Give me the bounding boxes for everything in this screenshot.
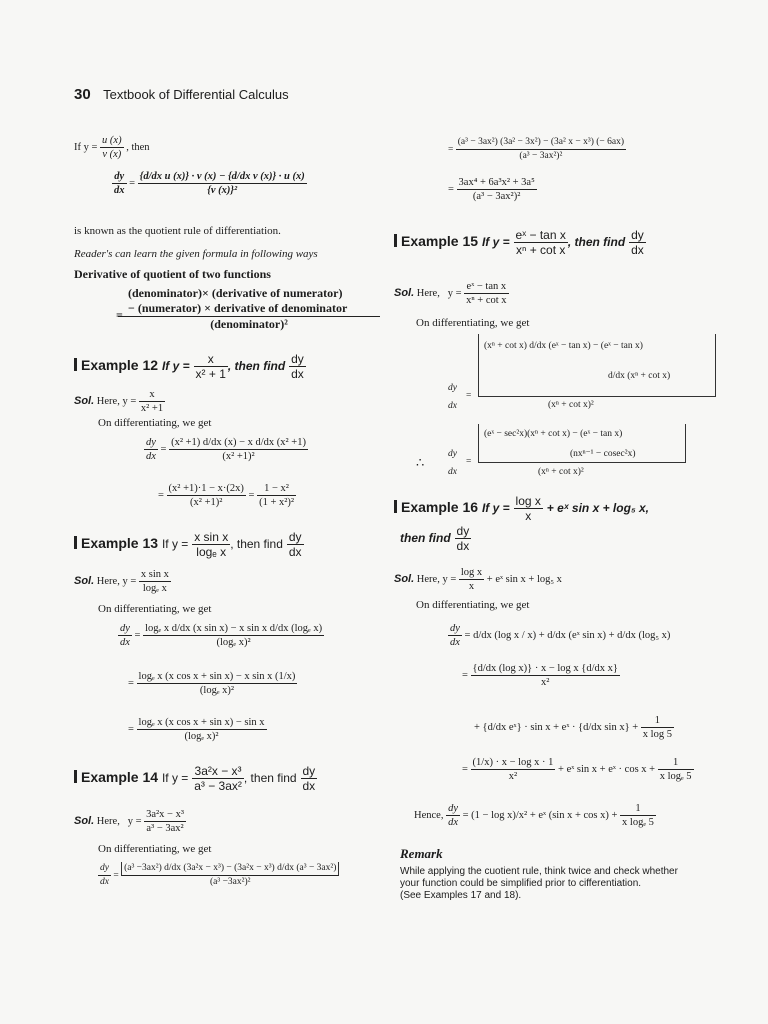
derivative-heading: Derivative of quotient of two functions <box>74 267 271 281</box>
example-13-solution: Sol. Here, y = $\frac{\text{x sin x}}{\text{logₑ x}}$ <box>74 569 169 594</box>
example-12-solution: Sol. Here, y = $\frac{x}{\text{x² +1}}$ <box>74 389 164 414</box>
page-header <box>74 86 289 104</box>
example-13-heading: Example 13 If y = $\frac{\text{x sin x}}{\text{logₑ x}}$ , then find $\frac{dy}{dx}$ <box>74 530 304 559</box>
quotient-fraction: $\frac{\text{\{d/dx u (x)\} · v (x) − \{d/dx v (x)\} · u (x)}}{\text{\{v (x)\}²}}$ <box>139 171 305 196</box>
intro-uv-fraction: $\frac{u (x)}{v (x)}$ <box>102 135 122 160</box>
known-as-text: is known as the quotient rule of differentiation. <box>74 225 281 237</box>
example-16-heading: Example 16 If y = $\frac{\text{log x}}{x}$ + eˣ sin x + log₅ x, <box>394 494 649 523</box>
example-15-heading: Example 15 If y = $\frac{\text{eˣ − tan x}}{\text{xⁿ + cot x}}$ , then find $\frac{dy}{dx}$ <box>394 228 646 257</box>
example-14-solution: Sol. Here, y = $\frac{\text{3a²x − x³}}{\text{a³ − 3ax²}}$ <box>74 809 185 834</box>
derivative-words-formula: = (denominator)× (derivative of numerator) − (numerator) × derivative of denominator (denominator)² <box>118 286 380 332</box>
example-12-line-1: $\frac{dy}{dx}$ = $\frac{\text{(x² +1) d/dx (x) − x d/dx (x² +1)}}{\text{(x² +1)²}}$ <box>146 437 306 462</box>
remark-title: Remark <box>400 846 443 861</box>
example-16-diff-text: On differentiating, we get <box>416 599 530 611</box>
example-12-heading: Example 12 If y = $\frac{x}{\text{x² + 1}}$ , then find $\frac{dy}{dx}$ <box>74 352 306 381</box>
example-14-diff-text: On differentiating, we get <box>98 843 212 855</box>
example-16-line-2: = $\frac{\text{\{d/dx (log x)\} · x − log x \{d/dx x\}}}{\text{x²}}$ <box>462 663 618 688</box>
example-16-line-1: $\frac{dy}{dx}$ = d/dx (log x / x) + d/dx (eˣ sin x) + d/dx (log₅ x) <box>450 623 671 648</box>
example-15-solution: Sol. Here, y = $\frac{\text{eˣ − tan x}}{\text{xⁿ + cot x}}$ <box>394 281 507 306</box>
example-14-line-2: = $\frac{\text{(a³ − 3ax²) (3a² − 3x²) − (3a² x − x³) (− 6ax)}}{\text{(a³ − 3ax²)²}}$ <box>448 137 625 161</box>
example-15-diff-text: On differentiating, we get <box>416 317 530 329</box>
example-12-line-2: = $\frac{\text{(x² +1)·1 − x·(2x)}}{\text{(x² +1)²}}$ = $\frac{\text{1 − x²}}{\text{(1 + x²)²}}$ <box>158 483 295 508</box>
example-13-line-2: = $\frac{\text{logₑ x (x cos x + sin x) − x sin x (1/x)}}{\text{(logₑ x)²}}$ <box>128 671 296 696</box>
example-14-heading: Example 14 If y = $\frac{\text{3a²x − x³}}{\text{a³ − 3ax²}}$ , then find $\frac{dy}{dx}$ <box>74 764 317 793</box>
example-13-diff-text: On differentiating, we get <box>98 603 212 615</box>
example-14-line-3: = $\frac{\text{3ax⁴ + 6a³x² + 3a⁵}}{\text{(a³ − 3ax²)²}}$ <box>448 177 535 202</box>
example-13-line-3: = $\frac{\text{logₑ x (x cos x + sin x) − sin x}}{\text{(logₑ x)²}}$ <box>128 717 265 742</box>
example-13-line-1: $\frac{dy}{dx}$ = $\frac{\text{logₑ x d/dx (x sin x) − x sin x d/dx (logₑ x)}}{\text{(logₑ x)²}}$ <box>120 623 323 648</box>
dy-dx: $\frac{dy}{dx}$ <box>114 171 125 196</box>
intro-if-line: If y = $\frac{u (x)}{v (x)}$ , then <box>74 135 150 160</box>
example-16-final: Hence, $\frac{dy}{dx}$ = (1 − log x)/x² + eˣ (sin x + cos x) + $\frac{1}{\text{x logₑ 5}}$ <box>414 803 654 828</box>
example-14-line-1: $\frac{dy}{dx}$ = $\frac{\text{(a³ −3ax²) d/dx (3a²x − x³) − (3a²x − x³) d/dx (a³ − 3ax²)}}{\text{(a³ −3ax²)²}}$ <box>98 862 339 889</box>
example-16-solution: Sol. Here, y = $\frac{\text{log x}}{x}$ + eˣ sin x + log₅ x <box>394 567 562 592</box>
example-16-heading-2: then find $\frac{dy}{dx}$ <box>400 524 470 553</box>
quotient-rule-formula: $\frac{dy}{dx}$ = $\frac{\text{\{d/dx u (x)\} · v (x) − \{d/dx v (x)\} · u (x)}}{\text{\{v (x)\}²}}$ <box>114 171 305 196</box>
book-title: Textbook of Differential Calculus <box>103 87 289 102</box>
example-12-diff-text: On differentiating, we get <box>98 417 212 429</box>
example-16-line-4: = $\frac{\text{(1/x) · x − log x · 1}}{\text{x²}}$ + eˣ sin x + eˣ · cos x + $\frac{1}{\text{x logₑ 5}}$ <box>462 757 692 782</box>
remark-text: While applying the cuotient rule, think twice and check whether your function could be simplified prior to cifferentiation. (See Examples 17 and 18). <box>400 866 678 901</box>
readers-line: Reader's can learn the given formula in following ways <box>74 248 318 260</box>
page-number: 30 <box>74 86 91 103</box>
example-16-line-3: + {d/dx eˣ} · sin x + eˣ · {d/dx sin x} + $\frac{1}{\text{x log 5}}$ <box>474 715 672 740</box>
